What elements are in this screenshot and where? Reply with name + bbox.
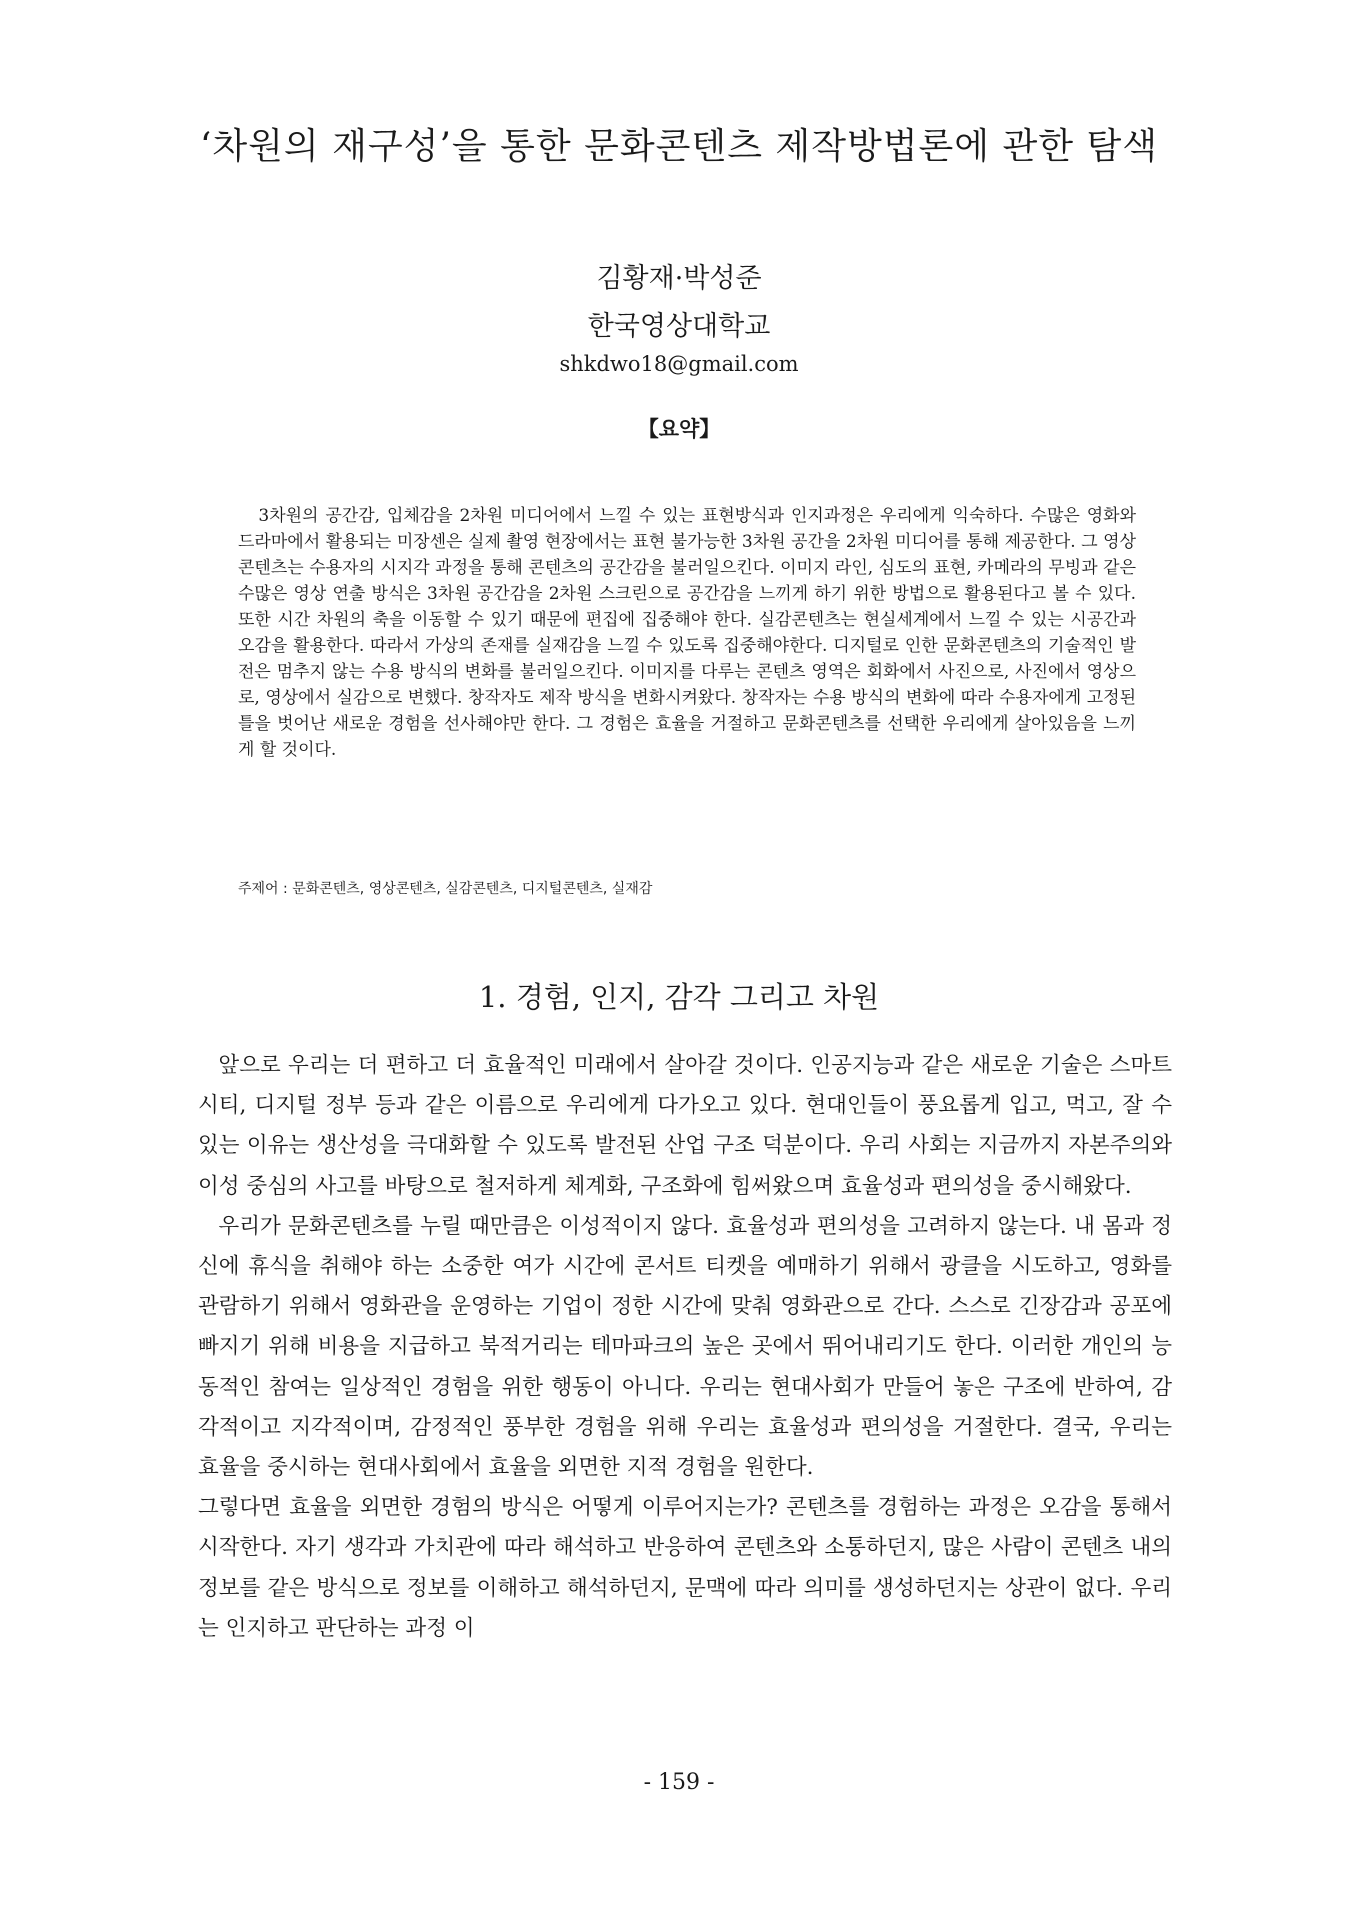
body-text (198, 1046, 1172, 1649)
author-email: shkdwo18@gmail.com (559, 352, 799, 376)
body-paragraph: 우리가 문화콘텐츠를 누릴 때만큼은 이성적이지 않다. 효율성과 편의성을 고려하지 않는다. 내 몸과 정신에 휴식을 취해야 하는 소중한 여가 시간에 콘서트 티켓을 예매하기 위해서 광클을 시도하고, 영화를 관람하기 위해서 영화관을 운영하는 기업이 정한 시간에 맞춰 영화관으로 간다. 스스로 긴장감과 공포에 빠지기 위해 비용을 지급하고 북적거리는 테마파크의 높은 곳에서 뛰어내리기도 한다. 이러한 개인의 능동적인 참여는 일상적인 경험을 위한 행동이 아니다. 우리는 현대사회가 만들어 놓은 구조에 반하여, 감각적이고 지각적이며, 감정적인 풍부한 경험을 위해 우리는 효율성과 편의성을 거절한다. 결국, 우리는 효율을 중시하는 현대사회에서 효율을 외면한 지적 경험을 원한다. (198, 1213, 1172, 1481)
author-names: 김황재·박성준 (596, 263, 762, 294)
page-number: - 159 - (643, 1770, 715, 1795)
body-paragraph: 앞으로 우리는 더 편하고 더 효율적인 미래에서 살아갈 것이다. 인공지능과 같은 새로운 기술은 스마트 시티, 디지털 정부 등과 같은 이름으로 우리에게 다가오고 있다. 현대인들이 풍요롭게 입고, 먹고, 잘 수 있는 이유는 생산성을 극대화할 수 있도록 발전된 산업 구조 덕분이다. 우리 사회는 지금까지 자본주의와 이성 중심의 사고를 바탕으로 철저하게 체계화, 구조화에 힘써왔으며 효율성과 편의성을 중시해왔다. (198, 1053, 1172, 1199)
abstract-text: 3차원의 공간감, 입체감을 2차원 미디어에서 느낄 수 있는 표현방식과 인지과정은 우리에게 익숙하다. 수많은 영화와 드라마에서 활용되는 미장센은 실제 촬영 현장에서는 표현 불가능한 3차원 공간을 2차원 미디어를 통해 제공한다. 그 영상콘텐츠는 수용자의 시지각 과정을 통해 콘텐츠의 공간감을 불러일으킨다. 이미지 라인, 심도의 표현, 카메라의 무빙과 같은 수많은 영상 연출 방식은 3차원 공간감을 2차원 스크린으로 공간감을 느끼게 하기 위한 방법으로 활용된다고 볼 수 있다. 또한 시간 차원의 축을 이동할 수 있기 때문에 편집에 집중해야 한다. 실감콘텐츠는 현실세계에서 느낄 수 있는 시공간과 오감을 활용한다. 따라서 가상의 존재를 실재감을 느낄 수 있도록 집중해야한다. 디지털로 인한 문화콘텐츠의 기술적인 발전은 멈추지 않는 수용 방식의 변화를 불러일으킨다. 이미지를 다루는 콘텐츠 영역은 회화에서 사진으로, 사진에서 영상으로, 영상에서 실감으로 변했다. 창작자도 제작 방식을 변화시켜왔다. 창작자는 수용 방식의 변화에 따라 수용자에게 고정된 틀을 벗어난 새로운 경험을 선사해야만 한다. 그 경험은 효율을 거절하고 문화콘텐츠를 선택한 우리에게 살아있음을 느끼게 할 것이다. (238, 506, 1136, 760)
author-affiliation: 한국영상대학교 (587, 311, 771, 342)
body-paragraph: 그렇다면 효율을 외면한 경험의 방식은 어떻게 이루어지는가? 콘텐츠를 경험하는 과정은 오감을 통해서 시작한다. 자기 생각과 가치관에 따라 해석하고 반응하여 콘텐츠와 소통하던지, 많은 사람이 콘텐츠 내의 정보를 같은 방식으로 정보를 이해하고 해석하던지, 문맥에 따라 의미를 생성하던지는 상관이 없다. 우리는 인지하고 판단하는 과정 이 (198, 1495, 1172, 1641)
section-heading: 1. 경험, 인지, 감각 그리고 차원 (478, 980, 880, 1014)
abstract-heading: 【요약】 (637, 416, 721, 441)
paper-title: ‘차원의 재구성’을 통한 문화콘텐츠 제작방법론에 관한 탐색 (199, 126, 1159, 167)
keywords: 주제어 : 문화콘텐츠, 영상콘텐츠, 실감콘텐츠, 디지털콘텐츠, 실재감 (238, 881, 653, 897)
